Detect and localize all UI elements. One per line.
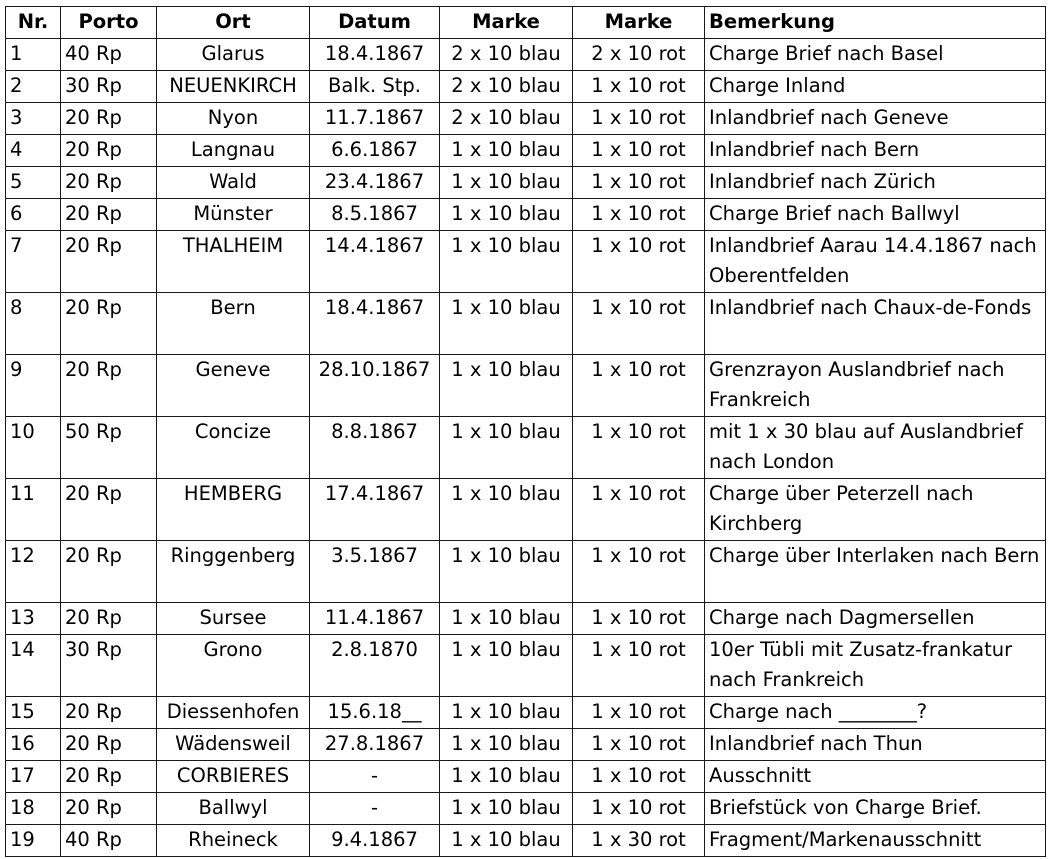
cell-ort: Münster xyxy=(157,199,310,231)
table-row xyxy=(6,479,1046,541)
cell-ort: Wald xyxy=(157,167,310,199)
header-datum: Datum xyxy=(310,7,440,39)
cell-ort: THALHEIM xyxy=(157,231,310,293)
cell-marke-1: 1 x 10 blau xyxy=(440,603,573,635)
table-row xyxy=(6,39,1046,71)
cell-nr: 1 xyxy=(6,39,61,71)
cell-marke-2: 1 x 10 rot xyxy=(573,635,705,697)
cell-nr: 8 xyxy=(6,293,61,355)
cell-ort: Geneve xyxy=(157,355,310,417)
cell-porto: 20 Rp xyxy=(61,135,157,167)
cell-marke-1: 1 x 10 blau xyxy=(440,231,573,293)
header-porto: Porto xyxy=(61,7,157,39)
table-container xyxy=(5,6,1046,857)
cell-porto: 20 Rp xyxy=(61,603,157,635)
cell-marke-2: 1 x 10 rot xyxy=(573,603,705,635)
cell-bemerkung: Charge Inland xyxy=(705,71,1046,103)
cell-ort: HEMBERG xyxy=(157,479,310,541)
table-row xyxy=(6,199,1046,231)
cell-nr: 17 xyxy=(6,761,61,793)
cell-datum: 27.8.1867 xyxy=(310,729,440,761)
cell-bemerkung: Fragment/Markenausschnitt xyxy=(705,825,1046,857)
cell-ort: NEUENKIRCH xyxy=(157,71,310,103)
cell-porto: 20 Rp xyxy=(61,231,157,293)
cell-porto: 20 Rp xyxy=(61,697,157,729)
cell-marke-2: 1 x 10 rot xyxy=(573,479,705,541)
cell-marke-2: 1 x 10 rot xyxy=(573,697,705,729)
table-row xyxy=(6,417,1046,479)
cell-ort: Glarus xyxy=(157,39,310,71)
cell-bemerkung: Inlandbrief nach Thun xyxy=(705,729,1046,761)
cell-marke-2: 1 x 10 rot xyxy=(573,541,705,603)
table-row xyxy=(6,355,1046,417)
table-row xyxy=(6,231,1046,293)
cell-bemerkung: mit 1 x 30 blau auf Auslandbrief nach London xyxy=(705,417,1046,479)
cell-bemerkung: Charge Brief nach Basel xyxy=(705,39,1046,71)
cell-nr: 10 xyxy=(6,417,61,479)
cell-bemerkung: Briefstück von Charge Brief. xyxy=(705,793,1046,825)
cell-porto: 50 Rp xyxy=(61,417,157,479)
table-row xyxy=(6,293,1046,355)
cell-datum: 9.4.1867 xyxy=(310,825,440,857)
cell-porto: 20 Rp xyxy=(61,793,157,825)
cell-bemerkung: Inlandbrief nach Bern xyxy=(705,135,1046,167)
cell-ort: Sursee xyxy=(157,603,310,635)
header-marke-1: Marke xyxy=(440,7,573,39)
cell-nr: 19 xyxy=(6,825,61,857)
cell-porto: 30 Rp xyxy=(61,635,157,697)
cell-porto: 20 Rp xyxy=(61,355,157,417)
cell-marke-1: 1 x 10 blau xyxy=(440,135,573,167)
cell-marke-1: 1 x 10 blau xyxy=(440,167,573,199)
cell-marke-2: 1 x 10 rot xyxy=(573,293,705,355)
table-row xyxy=(6,167,1046,199)
header-ort: Ort xyxy=(157,7,310,39)
cell-ort: Bern xyxy=(157,293,310,355)
cell-nr: 16 xyxy=(6,729,61,761)
table-body xyxy=(6,39,1046,857)
cell-bemerkung: Inlandbrief nach Geneve xyxy=(705,103,1046,135)
cell-bemerkung: Charge über Interlaken nach Bern xyxy=(705,541,1046,603)
cell-ort: Nyon xyxy=(157,103,310,135)
cell-datum: 11.4.1867 xyxy=(310,603,440,635)
cell-datum: 2.8.1870 xyxy=(310,635,440,697)
cell-marke-1: 1 x 10 blau xyxy=(440,479,573,541)
table-row xyxy=(6,793,1046,825)
cell-porto: 20 Rp xyxy=(61,761,157,793)
cell-marke-1: 1 x 10 blau xyxy=(440,199,573,231)
stamp-table xyxy=(5,6,1046,857)
cell-nr: 12 xyxy=(6,541,61,603)
cell-ort: Diessenhofen xyxy=(157,697,310,729)
cell-datum: 17.4.1867 xyxy=(310,479,440,541)
cell-marke-2: 1 x 10 rot xyxy=(573,761,705,793)
cell-marke-2: 1 x 10 rot xyxy=(573,417,705,479)
cell-marke-1: 1 x 10 blau xyxy=(440,697,573,729)
cell-datum: 14.4.1867 xyxy=(310,231,440,293)
cell-bemerkung: Inlandbrief nach Chaux-de-Fonds xyxy=(705,293,1046,355)
cell-marke-2: 1 x 30 rot xyxy=(573,825,705,857)
cell-datum: 11.7.1867 xyxy=(310,103,440,135)
cell-ort: Concize xyxy=(157,417,310,479)
cell-marke-2: 1 x 10 rot xyxy=(573,355,705,417)
table-row xyxy=(6,71,1046,103)
cell-marke-1: 1 x 10 blau xyxy=(440,635,573,697)
cell-datum: - xyxy=(310,793,440,825)
cell-marke-2: 1 x 10 rot xyxy=(573,729,705,761)
cell-nr: 4 xyxy=(6,135,61,167)
cell-marke-1: 2 x 10 blau xyxy=(440,39,573,71)
cell-porto: 20 Rp xyxy=(61,103,157,135)
cell-marke-2: 1 x 10 rot xyxy=(573,103,705,135)
cell-nr: 2 xyxy=(6,71,61,103)
cell-marke-2: 2 x 10 rot xyxy=(573,39,705,71)
cell-porto: 20 Rp xyxy=(61,541,157,603)
cell-marke-1: 1 x 10 blau xyxy=(440,417,573,479)
header-bemerkung: Bemerkung xyxy=(705,7,1046,39)
cell-marke-2: 1 x 10 rot xyxy=(573,135,705,167)
table-row xyxy=(6,135,1046,167)
table-row xyxy=(6,761,1046,793)
table-row xyxy=(6,603,1046,635)
cell-datum: 8.8.1867 xyxy=(310,417,440,479)
cell-nr: 9 xyxy=(6,355,61,417)
cell-nr: 18 xyxy=(6,793,61,825)
cell-ort: Grono xyxy=(157,635,310,697)
cell-ort: Ringgenberg xyxy=(157,541,310,603)
cell-marke-1: 1 x 10 blau xyxy=(440,761,573,793)
cell-datum: 28.10.1867 xyxy=(310,355,440,417)
cell-marke-1: 1 x 10 blau xyxy=(440,729,573,761)
cell-bemerkung: Charge über Peterzell nach Kirchberg xyxy=(705,479,1046,541)
cell-bemerkung: Inlandbrief Aarau 14.4.1867 nach Oberentfelden xyxy=(705,231,1046,293)
cell-datum: 15.6.18__ xyxy=(310,697,440,729)
cell-bemerkung: Grenzrayon Auslandbrief nach Frankreich xyxy=(705,355,1046,417)
cell-marke-2: 1 x 10 rot xyxy=(573,167,705,199)
cell-bemerkung: Inlandbrief nach Zürich xyxy=(705,167,1046,199)
header-marke-2: Marke xyxy=(573,7,705,39)
table-row xyxy=(6,635,1046,697)
cell-nr: 5 xyxy=(6,167,61,199)
cell-datum: 18.4.1867 xyxy=(310,293,440,355)
cell-datum: 3.5.1867 xyxy=(310,541,440,603)
cell-nr: 7 xyxy=(6,231,61,293)
header-row xyxy=(6,7,1046,39)
cell-marke-1: 2 x 10 blau xyxy=(440,103,573,135)
cell-marke-1: 2 x 10 blau xyxy=(440,71,573,103)
cell-nr: 6 xyxy=(6,199,61,231)
cell-datum: 18.4.1867 xyxy=(310,39,440,71)
cell-porto: 20 Rp xyxy=(61,199,157,231)
table-row xyxy=(6,729,1046,761)
cell-bemerkung: 10er Tübli mit Zusatz-frankatur nach Frankreich xyxy=(705,635,1046,697)
cell-marke-1: 1 x 10 blau xyxy=(440,541,573,603)
cell-porto: 30 Rp xyxy=(61,71,157,103)
cell-marke-1: 1 x 10 blau xyxy=(440,293,573,355)
cell-marke-2: 1 x 10 rot xyxy=(573,71,705,103)
cell-porto: 40 Rp xyxy=(61,39,157,71)
cell-marke-1: 1 x 10 blau xyxy=(440,825,573,857)
cell-ort: Langnau xyxy=(157,135,310,167)
table-row xyxy=(6,541,1046,603)
cell-datum: Balk. Stp. xyxy=(310,71,440,103)
table-row xyxy=(6,103,1046,135)
table-row xyxy=(6,825,1046,857)
cell-ort: Ballwyl xyxy=(157,793,310,825)
cell-ort: Rheineck xyxy=(157,825,310,857)
cell-nr: 3 xyxy=(6,103,61,135)
table-row xyxy=(6,697,1046,729)
cell-porto: 20 Rp xyxy=(61,167,157,199)
cell-bemerkung: Charge nach ________? xyxy=(705,697,1046,729)
cell-nr: 15 xyxy=(6,697,61,729)
cell-marke-1: 1 x 10 blau xyxy=(440,793,573,825)
cell-datum: 23.4.1867 xyxy=(310,167,440,199)
cell-porto: 20 Rp xyxy=(61,729,157,761)
cell-marke-1: 1 x 10 blau xyxy=(440,355,573,417)
cell-ort: Wädensweil xyxy=(157,729,310,761)
cell-ort: CORBIERES xyxy=(157,761,310,793)
cell-marke-2: 1 x 10 rot xyxy=(573,793,705,825)
cell-porto: 40 Rp xyxy=(61,825,157,857)
cell-porto: 20 Rp xyxy=(61,293,157,355)
cell-datum: 6.6.1867 xyxy=(310,135,440,167)
header-nr: Nr. xyxy=(6,7,61,39)
cell-nr: 14 xyxy=(6,635,61,697)
cell-bemerkung: Ausschnitt xyxy=(705,761,1046,793)
cell-nr: 13 xyxy=(6,603,61,635)
cell-bemerkung: Charge nach Dagmersellen xyxy=(705,603,1046,635)
cell-datum: 8.5.1867 xyxy=(310,199,440,231)
cell-datum: - xyxy=(310,761,440,793)
cell-nr: 11 xyxy=(6,479,61,541)
cell-porto: 20 Rp xyxy=(61,479,157,541)
cell-bemerkung: Charge Brief nach Ballwyl xyxy=(705,199,1046,231)
cell-marke-2: 1 x 10 rot xyxy=(573,231,705,293)
cell-marke-2: 1 x 10 rot xyxy=(573,199,705,231)
